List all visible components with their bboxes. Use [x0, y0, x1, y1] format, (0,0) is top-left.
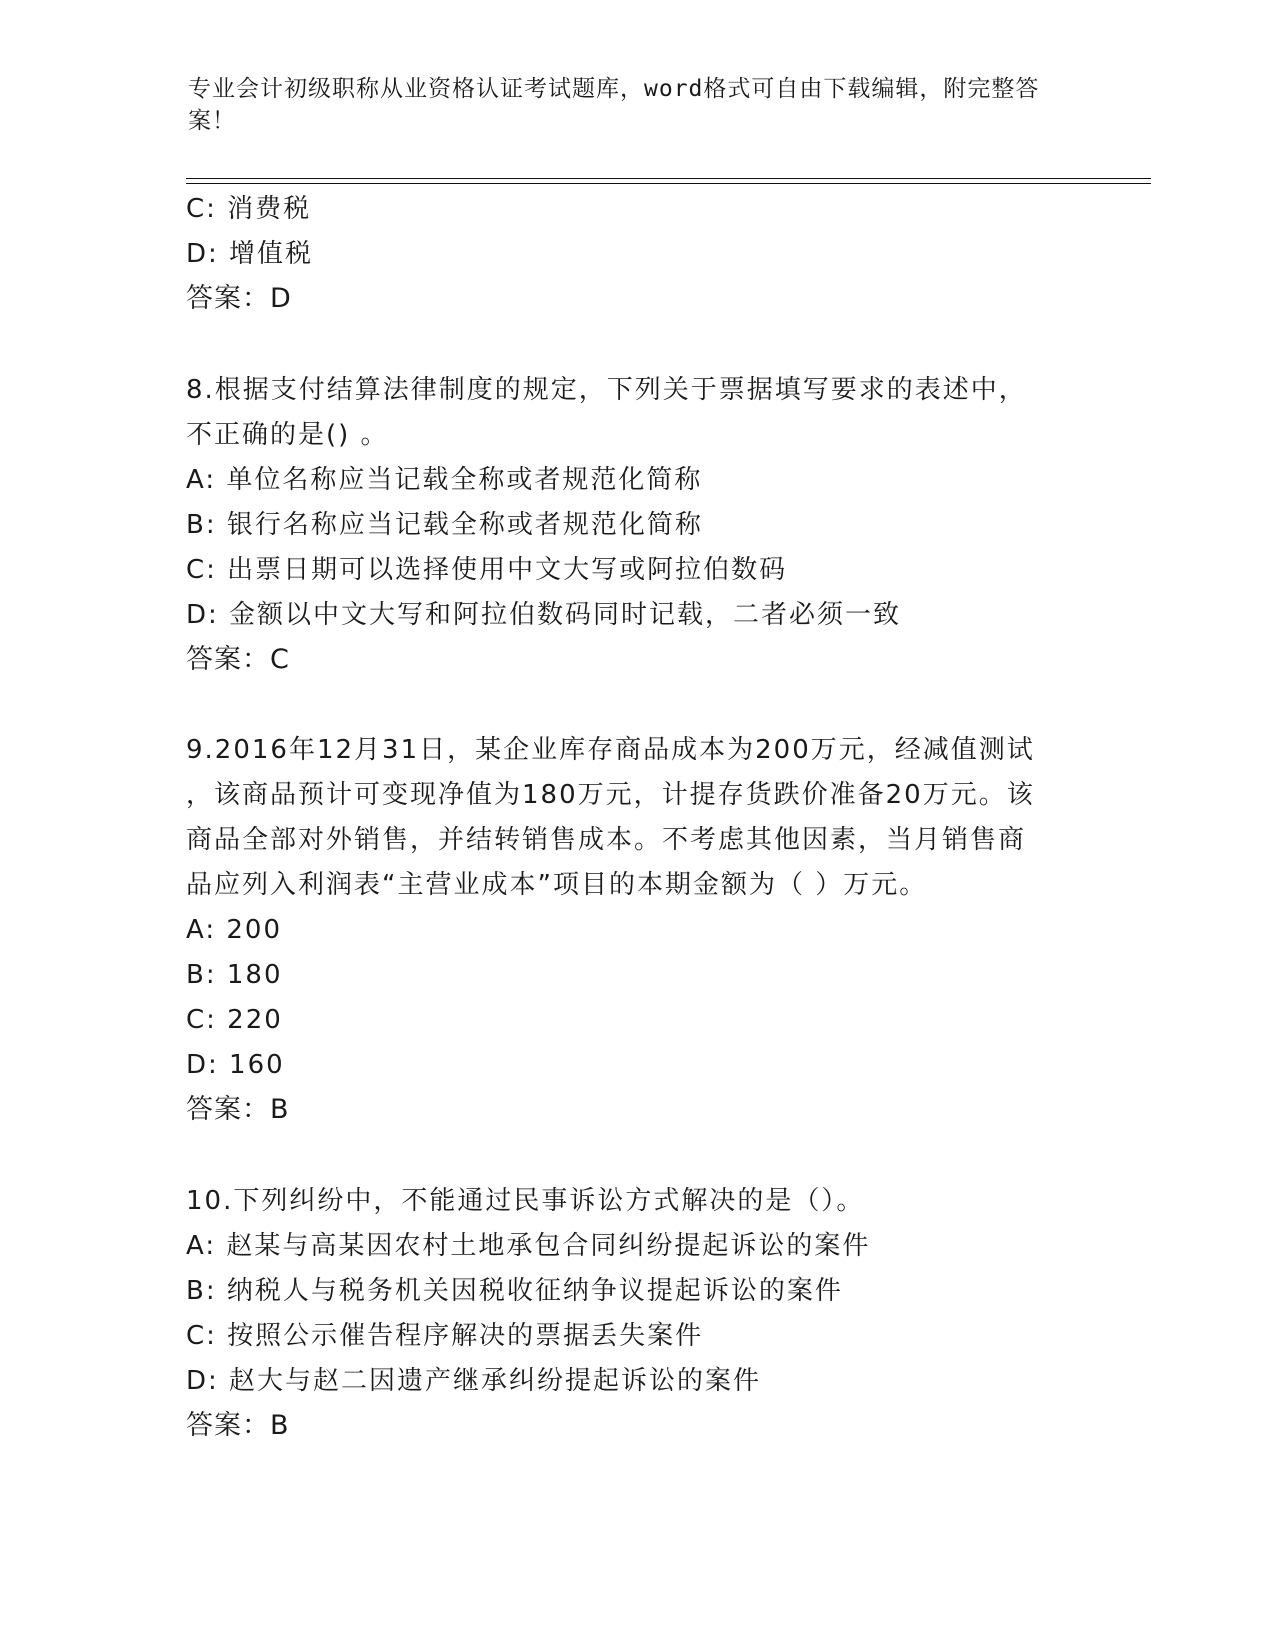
q10-option-b: B: 纳税人与税务机关因税收征纳争议提起诉讼的案件 [186, 1276, 843, 1306]
q9-stem-line-3: 商品全部对外销售，并结转销售成本。不考虑其他因素，当月销售商 [186, 825, 1027, 855]
q8-stem-line-1: 8.根据支付结算法律制度的规定，下列关于票据填写要求的表述中， [186, 375, 1027, 405]
q7-option-d: D: 增值税 [186, 239, 314, 269]
q8-answer: 答案：C [186, 644, 290, 675]
q10-option-a: A: 赵某与高某因农村土地承包合同纠纷提起诉讼的案件 [186, 1231, 871, 1261]
header-note-line-1: 专业会计初级职称从业资格认证考试题库，word格式可自由下载编辑，附完整答 [188, 76, 1040, 102]
q8-option-d: D: 金额以中文大写和阿拉伯数码同时记载，二者必须一致 [186, 600, 902, 630]
q9-answer: 答案：B [186, 1094, 290, 1125]
q10-option-d: D: 赵大与赵二因遗产继承纠纷提起诉讼的案件 [186, 1366, 762, 1396]
header-divider-top [186, 178, 1151, 179]
q10-stem-line-1: 10.下列纠纷中，不能通过民事诉讼方式解决的是（）。 [186, 1186, 865, 1216]
q9-option-c: C: 220 [186, 1005, 283, 1035]
q9-stem-line-4: 品应列入利润表“主营业成本”项目的本期金额为（ ）万元。 [186, 870, 928, 900]
header-note [188, 73, 1068, 137]
q8-stem-line-2: 不正确的是() 。 [186, 420, 389, 450]
q10-option-c: C: 按照公示催告程序解决的票据丢失案件 [186, 1321, 704, 1351]
q8-option-a: A: 单位名称应当记载全称或者规范化简称 [186, 465, 703, 495]
q7-option-c: C: 消费税 [186, 194, 312, 224]
q9-option-d: D: 160 [186, 1050, 285, 1080]
q8-option-b: B: 银行名称应当记载全称或者规范化简称 [186, 510, 703, 540]
q9-stem-line-2: ，该商品预计可变现净值为180万元，计提存货跌价准备20万元。该 [186, 780, 1035, 810]
q8-option-c: C: 出票日期可以选择使用中文大写或阿拉伯数码 [186, 555, 788, 585]
q9-stem-line-1: 9.2016年12月31日，某企业库存商品成本为200万元，经减值测试 [186, 735, 1035, 765]
q10-answer: 答案：B [186, 1410, 290, 1441]
q9-option-a: A: 200 [186, 915, 282, 945]
q7-answer: 答案：D [186, 283, 292, 314]
q9-option-b: B: 180 [186, 960, 283, 990]
header-note-line-2: 案！ [188, 108, 236, 134]
header-divider-bottom [186, 183, 1151, 184]
